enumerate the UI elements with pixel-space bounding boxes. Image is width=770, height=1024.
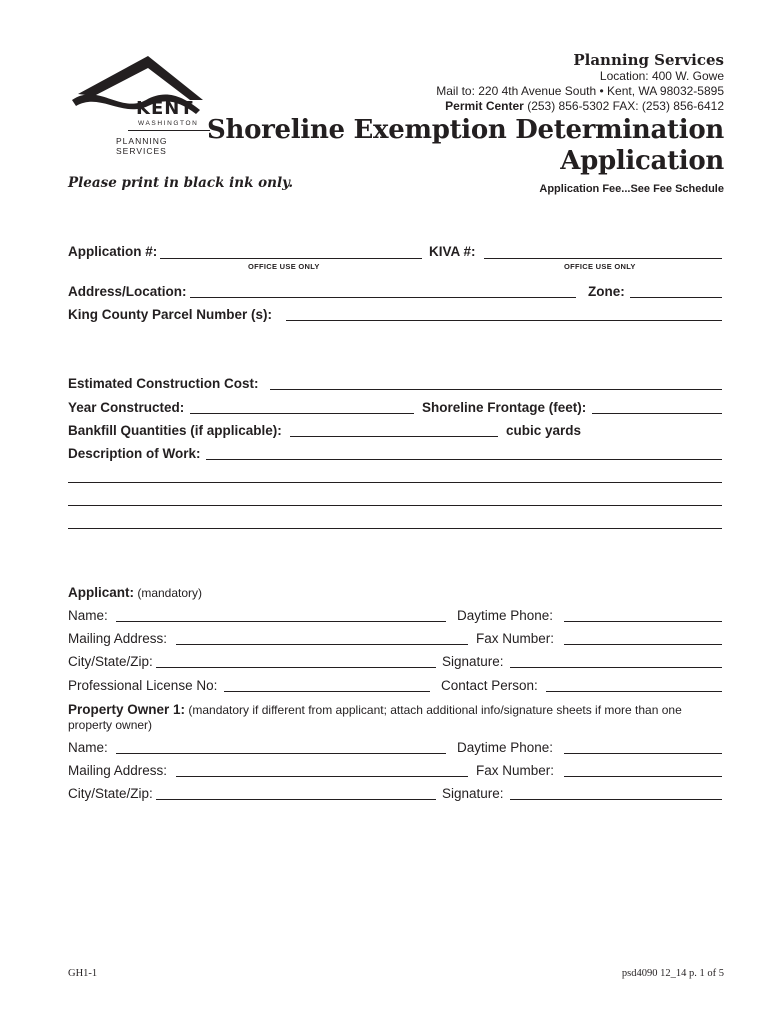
owner-mailing-field[interactable] (176, 776, 468, 777)
year-label: Year Constructed: (68, 400, 185, 415)
owner-note: (mandatory if different from applicant; attach additional info/signature sheets if more than one (185, 703, 682, 717)
office-use-label-2: OFFICE USE ONLY (564, 262, 636, 271)
owner-mailing-label: Mailing Address: (68, 763, 168, 778)
logo-divider (128, 130, 210, 131)
applicant-signature-label: Signature: (442, 654, 504, 669)
print-instruction: Please print in black ink only. (68, 175, 294, 191)
owner-heading-label: Property Owner 1: (68, 702, 186, 717)
org-name: Planning Services (573, 51, 724, 69)
applicant-city-label: City/State/Zip: (68, 654, 153, 669)
applicant-city-field[interactable] (156, 667, 436, 668)
permit-phone: (253) 856-5302 FAX: (253) 856-6412 (523, 99, 724, 113)
frontage-label: Shoreline Frontage (feet): (422, 400, 587, 415)
applicant-heading (68, 585, 202, 601)
owner-day-phone-field[interactable] (564, 753, 722, 754)
applicant-fax-field[interactable] (564, 644, 722, 645)
applicant-license-field[interactable] (224, 691, 430, 692)
owner-city-label: City/State/Zip: (68, 786, 153, 801)
description-field-line-4[interactable] (68, 528, 722, 529)
mail-text: Mail to: 220 4th Avenue South • Kent, WA 98032-5895 (436, 84, 724, 98)
applicant-fax-label: Fax Number: (476, 631, 555, 646)
applicant-day-phone-field[interactable] (564, 621, 722, 622)
description-field-line-2[interactable] (68, 482, 722, 483)
logo-dept: PLANNING SERVICES (116, 136, 168, 156)
applicant-note: (mandatory) (134, 586, 203, 600)
kiva-number-label: KIVA #: (429, 244, 476, 259)
owner-city-field[interactable] (156, 799, 436, 800)
applicant-name-label: Name: (68, 608, 108, 623)
page-info: psd4090 12_14 p. 1 of 5 (621, 968, 724, 979)
location-text: Location: 400 W. Gowe (599, 69, 724, 83)
owner-name-label: Name: (68, 740, 108, 755)
cost-label: Estimated Construction Cost: (68, 376, 259, 391)
frontage-field[interactable] (592, 413, 722, 414)
cubic-yards-label: cubic yards (506, 423, 582, 438)
description-field[interactable] (206, 459, 722, 460)
address-field[interactable] (190, 297, 576, 298)
owner-fax-field[interactable] (564, 776, 722, 777)
owner-day-phone-label: Daytime Phone: (457, 740, 554, 755)
owner-signature-field[interactable] (510, 799, 722, 800)
owner-signature-label: Signature: (442, 786, 504, 801)
page-title-line2: Application (560, 146, 724, 176)
applicant-name-field[interactable] (116, 621, 446, 622)
cost-field[interactable] (270, 389, 722, 390)
address-label: Address/Location: (68, 284, 187, 299)
fee-note: Application Fee...See Fee Schedule (539, 183, 724, 195)
applicant-heading-label: Applicant: (68, 585, 134, 600)
applicant-license-label: Professional License No: (68, 678, 218, 693)
application-number-label: Application #: (68, 244, 158, 259)
description-label: Description of Work: (68, 446, 201, 461)
parcel-field[interactable] (286, 320, 722, 321)
owner-heading (68, 702, 682, 718)
applicant-mailing-label: Mailing Address: (68, 631, 168, 646)
form-id: GH1-1 (68, 968, 98, 979)
zone-label: Zone: (588, 284, 625, 299)
applicant-mailing-field[interactable] (176, 644, 468, 645)
owner-name-field[interactable] (116, 753, 446, 754)
applicant-contact-field[interactable] (546, 691, 722, 692)
applicant-signature-field[interactable] (510, 667, 722, 668)
bankfill-label: Bankfill Quantities (if applicable): (68, 423, 282, 438)
kent-logo (68, 54, 218, 156)
logo-state: WASHINGTON (138, 120, 199, 127)
description-field-line-3[interactable] (68, 505, 722, 506)
applicant-contact-label: Contact Person: (441, 678, 538, 693)
permit-center-label: Permit Center (445, 99, 524, 113)
parcel-label: King County Parcel Number (s): (68, 307, 273, 322)
office-use-label-1: OFFICE USE ONLY (248, 262, 320, 271)
permit-center-text (445, 99, 724, 114)
application-number-field[interactable] (160, 258, 422, 259)
kiva-number-field[interactable] (484, 258, 722, 259)
page-title-line1: Shoreline Exemption Determination (207, 115, 724, 145)
applicant-day-phone-label: Daytime Phone: (457, 608, 554, 623)
year-field[interactable] (190, 413, 414, 414)
logo-name: KENT (136, 98, 194, 119)
owner-note-cont: property owner) (68, 718, 153, 732)
zone-field[interactable] (630, 297, 722, 298)
bankfill-field[interactable] (290, 436, 498, 437)
owner-fax-label: Fax Number: (476, 763, 555, 778)
